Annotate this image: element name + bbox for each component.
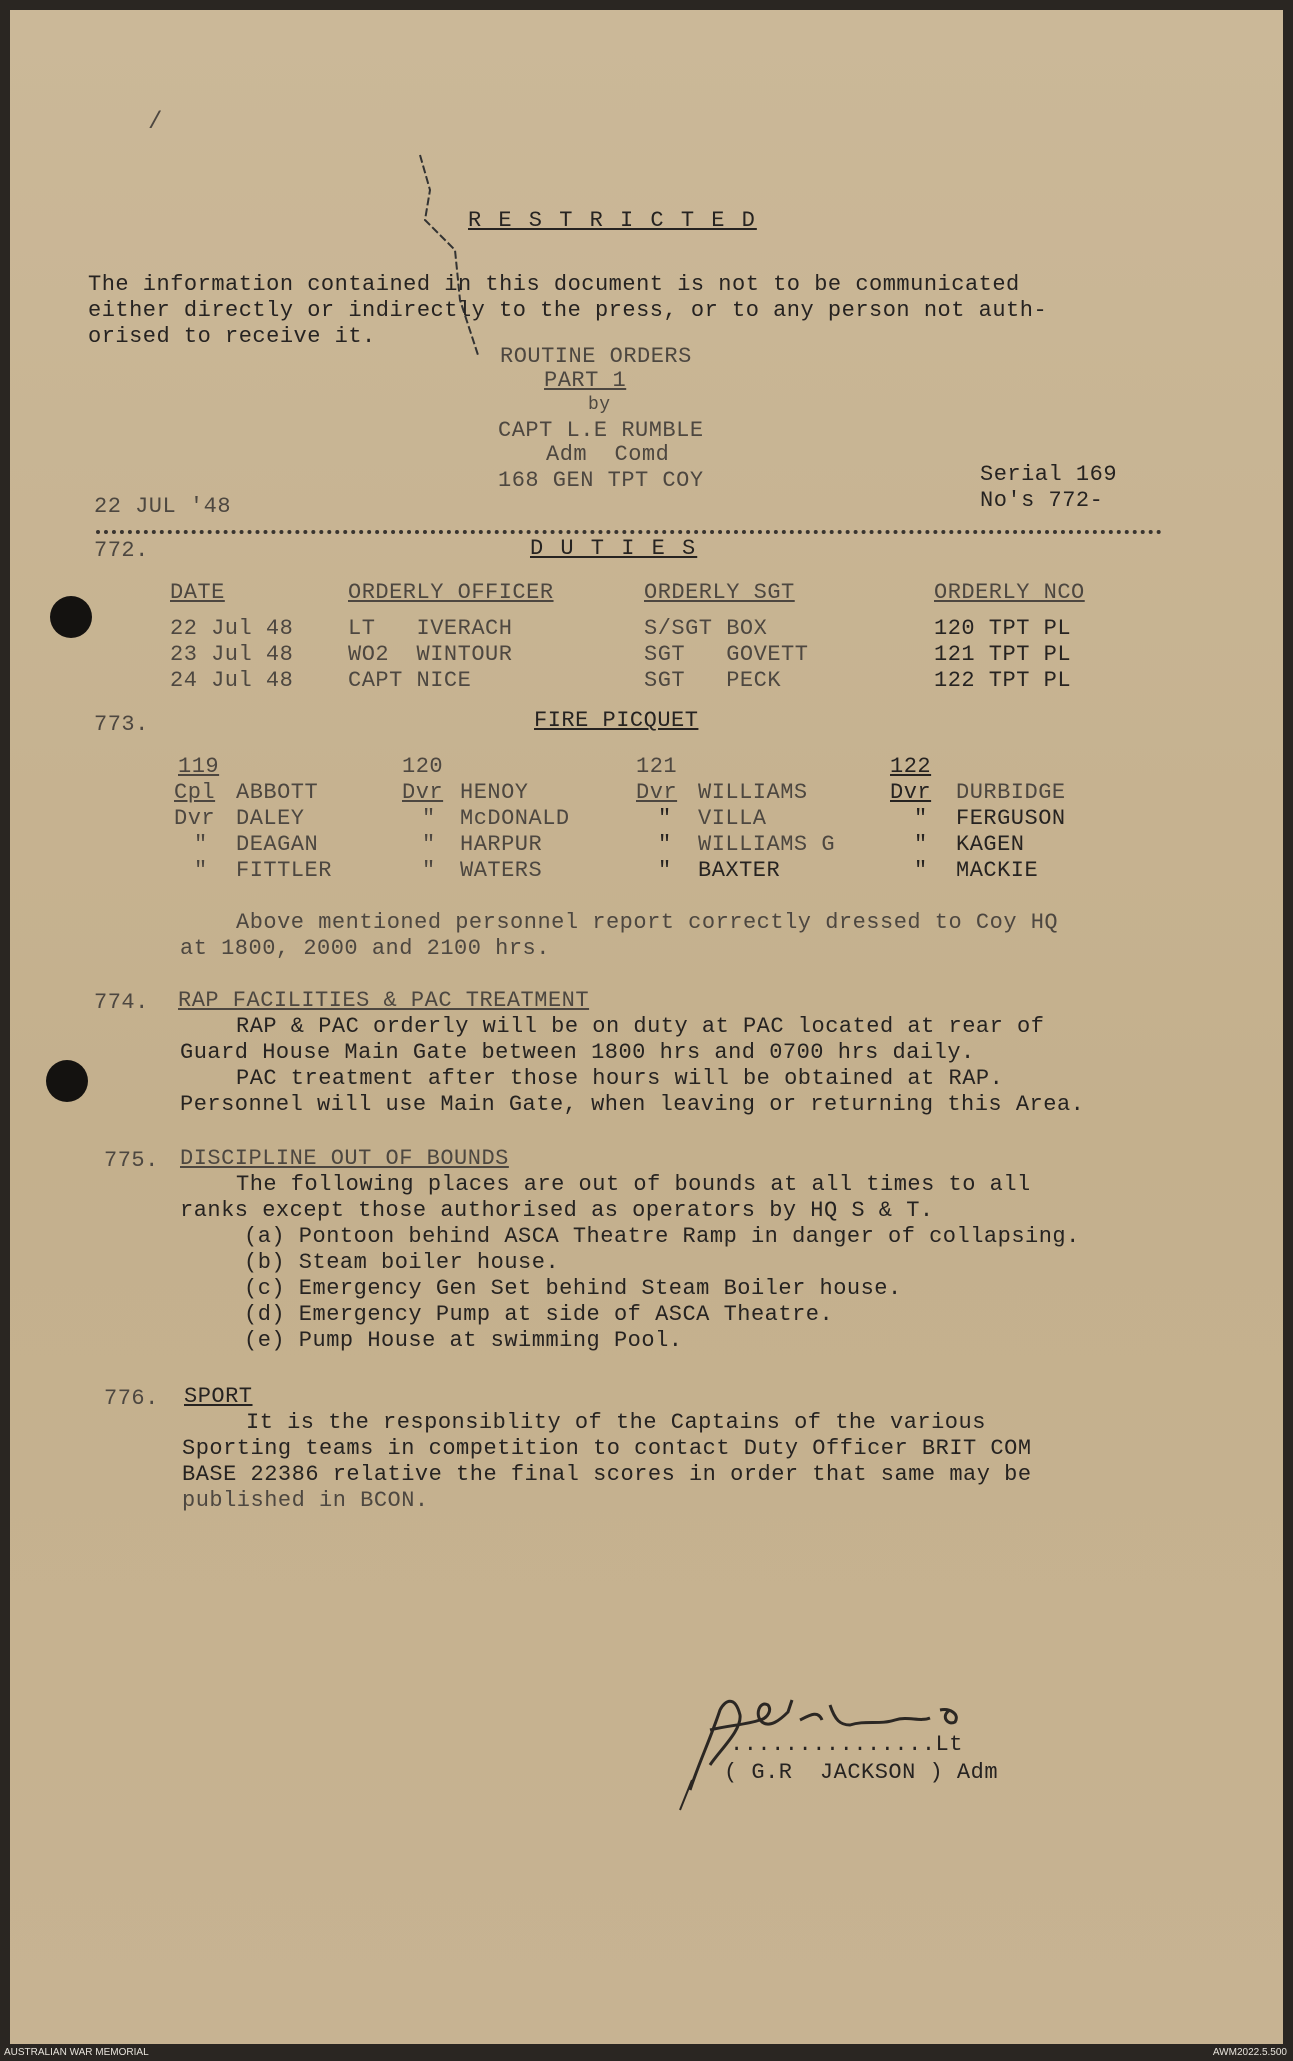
picquet-pl-119: 119 [178,754,220,779]
duty-date-1: 22 Jul 48 [170,616,294,641]
picquet-name: DALEY [236,806,305,831]
sport-heading: SPORT [184,1384,253,1409]
orders-title: ROUTINE ORDERS [500,344,692,369]
footer-credit: AUSTRALIAN WAR MEMORIAL [4,2047,149,2058]
picquet-mark-122-4: " [914,858,928,883]
discipline-number: 775. [104,1148,159,1173]
picquet-pl-120: 120 [402,754,444,779]
discipline-item: (d) Emergency Pump at side of ASCA Theatre. [244,1302,834,1327]
duty-officer-1: LT IVERACH [348,616,513,641]
picquet-rank-119: Cpl [174,780,216,805]
footer-accession: AWM2022.5.500 [1212,2047,1287,2058]
duty-sgt-3: SGT PECK [644,668,782,693]
duty-sgt-1: S/SGT BOX [644,616,768,641]
picquet-mark-120-4: " [422,858,436,883]
rap-heading: RAP FACILITIES & PAC TREATMENT [178,988,590,1013]
picquet-pl-122: 122 [890,754,932,779]
picquet-name: WATERS [460,858,543,883]
margin-mark: / [148,109,163,136]
sport-line-3: BASE 22386 relative the final scores in order that same may be [182,1462,1032,1487]
sport-line-1: It is the responsiblity of the Captains of the various [246,1410,986,1435]
signature-dots: ...............Lt [730,1732,963,1757]
classification: R E S T R I C T E D [468,208,757,233]
rap-number: 774. [94,990,149,1015]
picquet-mark-122-2: " [914,806,928,831]
discipline-item: (e) Pump House at swimming Pool. [244,1328,683,1353]
picquet-pl-121: 121 [636,754,678,779]
discipline-item: (a) Pontoon behind ASCA Theatre Ramp in danger of collapsing. [244,1224,1080,1249]
discipline-line-2: ranks except those authorised as operators by HQ S & T. [180,1198,934,1223]
rap-line-3: PAC treatment after those hours will be obtained at RAP. [236,1066,1004,1091]
warning-line-2: either directly or indirectly to the press, or to any person not auth- [88,298,1048,323]
signature-name: ( G.R JACKSON ) Adm [724,1760,999,1785]
order-numbers: No's 772- [980,488,1104,513]
discipline-item: (b) Steam boiler house. [244,1250,560,1275]
rap-line-2: Guard House Main Gate between 1800 hrs and 0700 hrs daily. [180,1040,975,1065]
sport-number: 776. [104,1386,159,1411]
duty-nco-2: 121 TPT PL [934,642,1072,667]
warning-line-1: The information contained in this document is not to be communicated [88,272,1020,297]
orders-part: PART 1 [544,368,627,393]
picquet-name: HENOY [460,780,529,805]
duty-officer-2: WO2 WINTOUR [348,642,513,667]
picquet-name: KAGEN [956,832,1025,857]
picquet-mark-122-3: " [914,832,928,857]
picquet-name: MACKIE [956,858,1039,883]
duty-nco-1: 120 TPT PL [934,616,1072,641]
picquet-mark-121-3: " [658,832,672,857]
duty-sgt-2: SGT GOVETT [644,642,809,667]
punch-hole-bottom [46,1060,88,1102]
document-date: 22 JUL '48 [94,494,232,519]
sport-line-2: Sporting teams in competition to contact Duty Officer BRIT COM [182,1436,1032,1461]
duty-officer-3: CAPT NICE [348,668,472,693]
picquet-name: McDONALD [460,806,570,831]
picquet-name: WILLIAMS G [698,832,836,857]
serial-number: Serial 169 [980,462,1118,487]
orders-by: by [588,395,611,415]
punch-hole-top [50,596,92,638]
picquet-note-1: Above mentioned personnel report correctly dressed to Coy HQ [236,910,1059,935]
picquet-name: DEAGAN [236,832,319,857]
hand-marked-line [400,150,540,370]
duty-date-2: 23 Jul 48 [170,642,294,667]
picquet-mark-120-2: " [422,806,436,831]
orders-unit: 168 GEN TPT COY [498,468,704,493]
picquet-name: WILLIAMS [698,780,808,805]
picquet-mark-119-3: " [194,832,208,857]
header-divider [96,530,1162,534]
rap-line-1: RAP & PAC orderly will be on duty at PAC located at rear of [236,1014,1045,1039]
discipline-line-1: The following places are out of bounds at all times to all [236,1172,1031,1197]
picquet-name: FITTLER [236,858,332,883]
picquet-heading: FIRE PICQUET [534,708,699,733]
duties-col-sgt: ORDERLY SGT [644,580,795,605]
orders-officer: CAPT L.E RUMBLE [498,418,704,443]
picquet-name: DURBIDGE [956,780,1066,805]
rap-line-4: Personnel will use Main Gate, when leaving or returning this Area. [180,1092,1085,1117]
picquet-rank-122: Dvr [890,780,932,805]
picquet-mark-119-4: " [194,858,208,883]
duties-col-officer: ORDERLY OFFICER [348,580,554,605]
duties-col-date: DATE [170,580,225,605]
picquet-name: HARPUR [460,832,543,857]
picquet-name: VILLA [698,806,767,831]
document-page [10,10,1283,2044]
discipline-heading: DISCIPLINE OUT OF BOUNDS [180,1146,509,1171]
picquet-name: FERGUSON [956,806,1066,831]
duties-col-nco: ORDERLY NCO [934,580,1085,605]
discipline-item: (c) Emergency Gen Set behind Steam Boiler house. [244,1276,902,1301]
picquet-name: BAXTER [698,858,781,883]
picquet-note-2: at 1800, 2000 and 2100 hrs. [180,936,550,961]
warning-line-3: orised to receive it. [88,324,376,349]
picquet-rank-120: Dvr [402,780,444,805]
picquet-number: 773. [94,712,149,737]
orders-role: Adm Comd [546,442,670,467]
picquet-mark-119-2: Dvr [174,806,216,831]
picquet-name: ABBOTT [236,780,319,805]
picquet-mark-121-4: " [658,858,672,883]
picquet-rank-121: Dvr [636,780,678,805]
picquet-mark-120-3: " [422,832,436,857]
duty-date-3: 24 Jul 48 [170,668,294,693]
duties-number: 772. [94,538,149,563]
duties-heading: D U T I E S [530,536,698,561]
duty-nco-3: 122 TPT PL [934,668,1072,693]
picquet-mark-121-2: " [658,806,672,831]
sport-line-4: published in BCON. [182,1488,429,1513]
